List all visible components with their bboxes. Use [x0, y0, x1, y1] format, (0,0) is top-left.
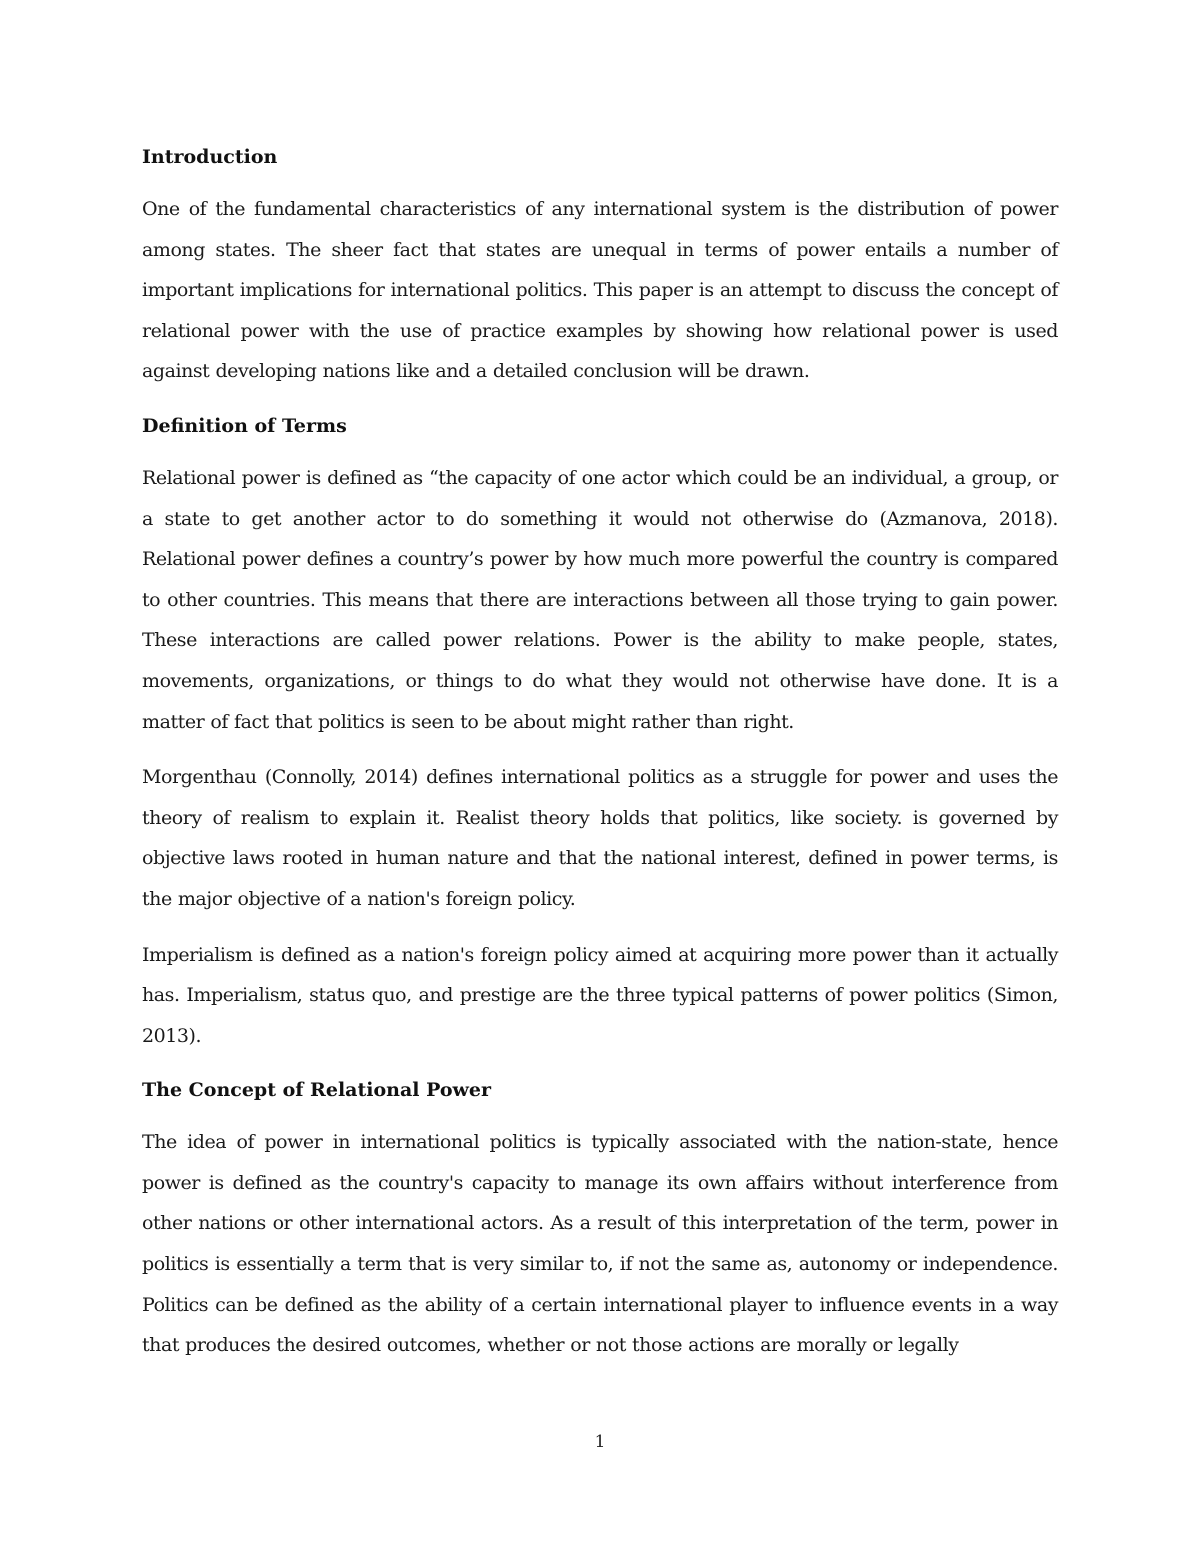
- paragraph-relational-power-definition: Relational power is defined as “the capacity of one actor which could be an individual, a group, or a state to get another actor to do something it would not otherwise do (Azmanova, 2018). Relational power defines a country’s power by how much more powerful the country is compared to other countries. This means that there are interactions between all those trying to gain power. These interactions are called power relations. Power is the ability to make people, states, movements, organizations, or things to do what they would not otherwise have done. It is a matter of fact that politics is seen to be about might rather than right.: [142, 466, 1058, 733]
- page-number: 1: [594, 1432, 606, 1452]
- paragraph-morgenthau-definition: Morgenthau (Connolly, 2014) defines international politics as a struggle for power and uses the theory of realism to explain it. Realist theory holds that politics, like society. is governed by objective laws rooted in human nature and that the national interest, defined in power terms, is the major objective of a nation's foreign policy.: [142, 766, 1058, 910]
- paragraph-introduction: One of the fundamental characteristics of any international system is the distribution of power among states. The sheer fact that states are unequal in terms of power entails a number of important implications for international politics. This paper is an attempt to discuss the concept of relational power with the use of practice examples by showing how relational power is used against developing nations like and a detailed conclusion will be drawn.: [142, 198, 1058, 383]
- heading-definition-of-terms: Definition of Terms: [142, 414, 347, 437]
- heading-concept-of-relational-power: The Concept of Relational Power: [142, 1079, 491, 1102]
- document-body: [142, 138, 1058, 1381]
- heading-introduction: Introduction: [142, 146, 278, 168]
- paragraph-imperialism-definition: Imperialism is defined as a nation's foreign policy aimed at acquiring more power than it actually has. Imperialism, status quo, and prestige are the three typical patterns of power politics (Simon, 2013).: [142, 943, 1058, 1047]
- paragraph-concept-of-power: The idea of power in international politics is typically associated with the nation-state, hence power is defined as the country's capacity to manage its own affairs without interference from other nations or other international actors. As a result of this interpretation of the term, power in politics is essentially a term that is very similar to, if not the same as, autonomy or independence. Politics can be defined as the ability of a certain international player to influence events in a way that produces the desired outcomes, whether or not those actions are morally or legally: [142, 1131, 1058, 1357]
